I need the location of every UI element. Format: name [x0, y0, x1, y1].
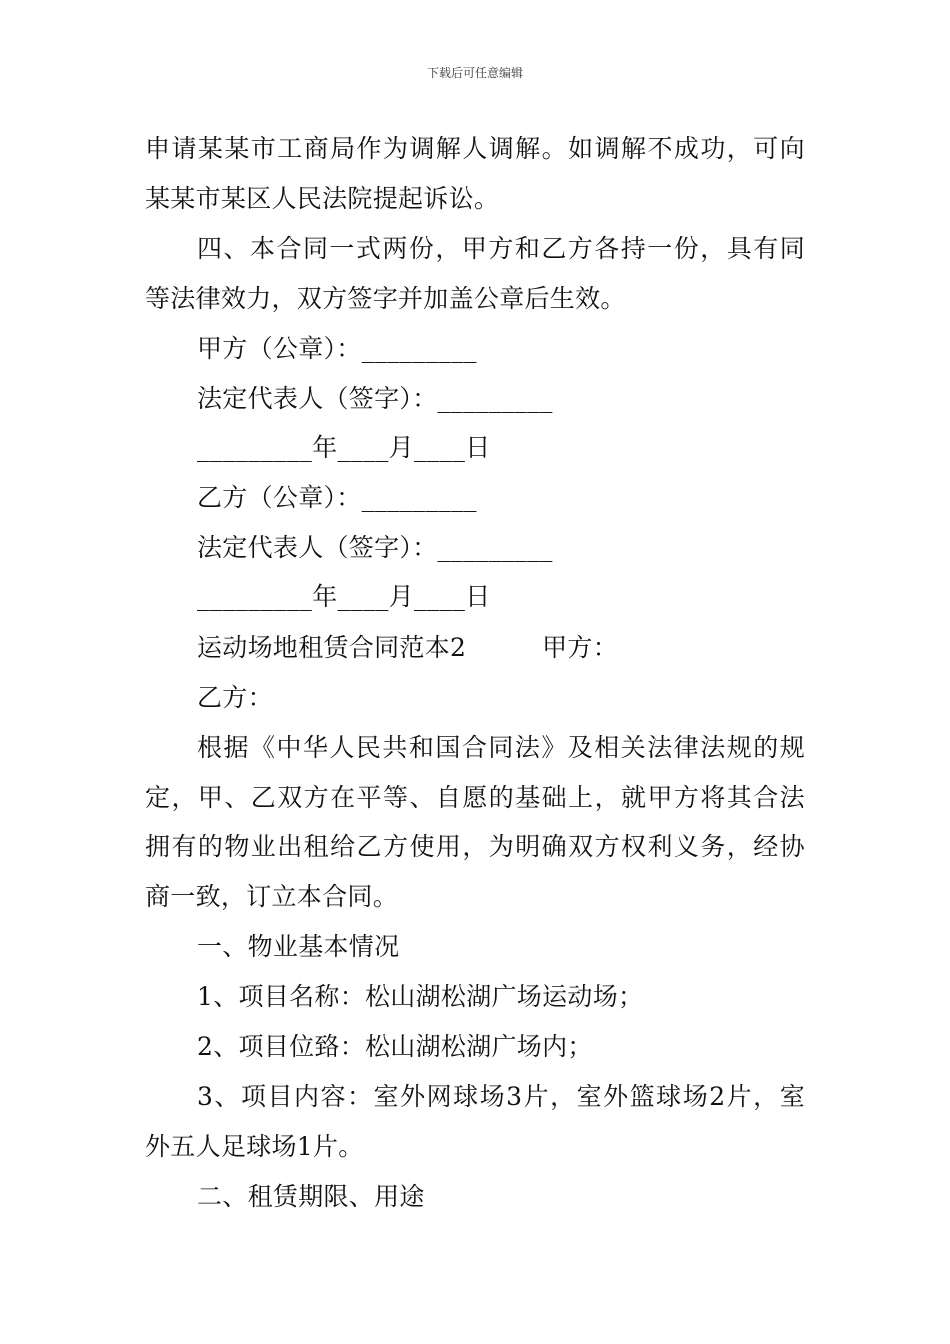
party-b-label: 乙方： — [197, 683, 273, 712]
party-b-seal-line: 乙方（公章）：_________ — [197, 483, 477, 512]
list-item: 2、项目位臵：松山湖松湖广场内； — [197, 1032, 593, 1061]
paragraph-line: 商一致，订立本合同。 — [145, 882, 399, 911]
paragraph-line: 四、本合同一式两份，甲方和乙方各持一份，具有同 — [197, 234, 805, 263]
paragraph-line: 根据《中华人民共和国合同法》及相关法律法规的规 — [197, 733, 805, 762]
paragraph-line: 外五人足球场1片。 — [145, 1132, 364, 1161]
paragraph-line: 定，甲、乙双方在平等、自愿的基础上，就甲方将其合法 — [145, 783, 805, 812]
page-header: 下载后可任意编辑 — [426, 66, 523, 80]
party-a-representative-line: 法定代表人（签字）：_________ — [197, 384, 553, 413]
party-b-date-line: _________年____月____日 — [197, 582, 491, 611]
heading-line: 二、租赁期限、用途 — [197, 1182, 425, 1211]
list-item: 1、项目名称：松山湖松湖广场运动场； — [197, 982, 644, 1011]
heading-line: 一、物业基本情况 — [197, 932, 400, 961]
list-item: 3、项目内容：室外网球场3片，室外篮球场2片，室 — [197, 1082, 805, 1111]
section-title-line: 运动场地租赁合同范本2 甲方： — [197, 633, 619, 662]
party-b-representative-line: 法定代表人（签字）：_________ — [197, 533, 553, 562]
paragraph-line: 申请某某市工商局作为调解人调解。如调解不成功，可向 — [145, 134, 805, 163]
paragraph-line: 等法律效力，双方签字并加盖公章后生效。 — [145, 284, 626, 313]
paragraph-line: 某某市某区人民法院提起诉讼。 — [145, 184, 500, 213]
party-a-date-line: _________年____月____日 — [197, 433, 491, 462]
party-a-seal-line: 甲方（公章）：_________ — [197, 334, 477, 363]
paragraph-line: 拥有的物业出租给乙方使用，为明确双方权利义务，经协 — [145, 832, 805, 861]
